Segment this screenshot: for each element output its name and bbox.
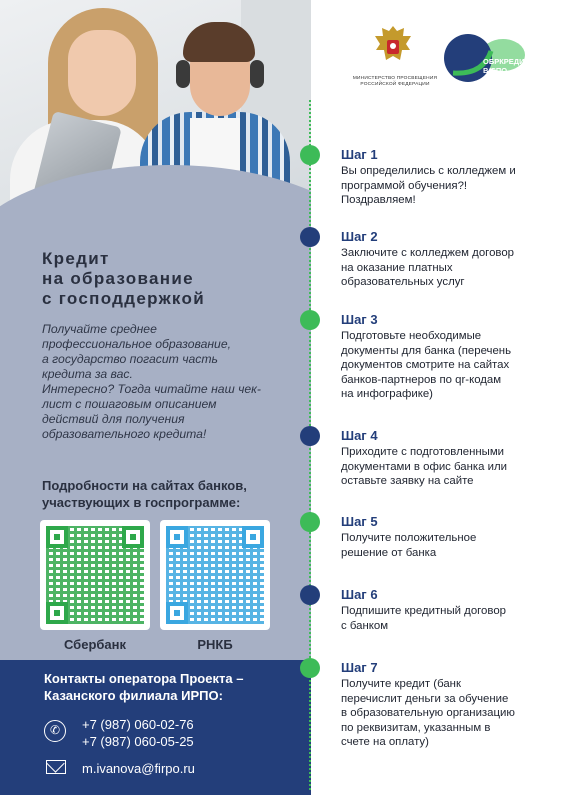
email-link[interactable]: m.ivanova@firpo.ru (82, 761, 195, 776)
step-5-dot (300, 512, 320, 532)
ministry-name: МИНИСТЕРСТВО ПРОСВЕЩЕНИЯ РОССИЙСКОЙ ФЕДЕРАЦИИ (352, 76, 438, 87)
phone-number-1[interactable]: +7 (987) 060-02-76 (82, 717, 194, 732)
step-1-title: Шаг 1 (341, 147, 378, 162)
mail-icon (46, 760, 66, 774)
banks-heading: Подробности на сайтах банков, участвующих в госпрограмме: (42, 478, 247, 510)
step-6-text: Подпишите кредитный договор с банком (341, 605, 506, 632)
intro-text: Получайте среднее профессиональное образование, а государство погасит часть кредита за вас. Интересно? Тогда читайте наш чек- лист с пошаговым описанием действий для получения образовательного кредита! (42, 322, 261, 441)
step-5-text: Получите положительное решение от банка (341, 532, 477, 559)
step-2-dot (300, 227, 320, 247)
page-title: Кредит на образование с господдержкой (42, 249, 205, 308)
qr-code-rnkb[interactable] (160, 520, 270, 630)
step-4-dot (300, 426, 320, 446)
step-2-text: Заключите с колледжем договор на оказание платных образовательных услуг (341, 247, 514, 288)
step-3-text: Подготовьте необходимые документы для банка (перечень документов смотрите на сайтах банков-партнеров по qr-кодам на инфографике) (341, 330, 512, 400)
headphones-icon (176, 60, 190, 88)
step-4-text: Приходите с подготовленными документами в офис банка или оставьте заявку на сайте (341, 446, 508, 487)
step-4-title: Шаг 4 (341, 428, 378, 443)
contacts-heading: Контакты оператора Проекта – Казанского филиала ИРПО: (44, 671, 244, 703)
ministry-logo (350, 20, 440, 100)
students-photo (0, 0, 311, 240)
phone-icon: ✆ (44, 720, 66, 742)
step-2-title: Шаг 2 (341, 229, 378, 244)
eagle-emblem-icon (370, 22, 416, 68)
step-7-dot (300, 658, 320, 678)
step-6-dot (300, 585, 320, 605)
step-3-title: Шаг 3 (341, 312, 378, 327)
step-7-text: Получите кредит (банк перечислит деньги за обучение в образовательную организацию по реквизитам, указанным в счете на оплату) (341, 678, 515, 748)
step-6-title: Шаг 6 (341, 587, 378, 602)
phone-number-2[interactable]: +7 (987) 060-05-25 (82, 734, 194, 749)
step-3-dot (300, 310, 320, 330)
step-1-text: Вы определились с колледжем и программой обучения?! Поздравляем! (341, 165, 516, 206)
obrkredit-label: ОБРКРЕДИТ В СПО (483, 57, 530, 75)
bank-label-rnkb: РНКБ (197, 637, 233, 652)
bank-label-sberbank: Сбербанк (63, 637, 127, 652)
step-5-title: Шаг 5 (341, 514, 378, 529)
step-7-title: Шаг 7 (341, 660, 378, 675)
qr-code-sberbank[interactable] (40, 520, 150, 630)
step-1-dot (300, 145, 320, 165)
